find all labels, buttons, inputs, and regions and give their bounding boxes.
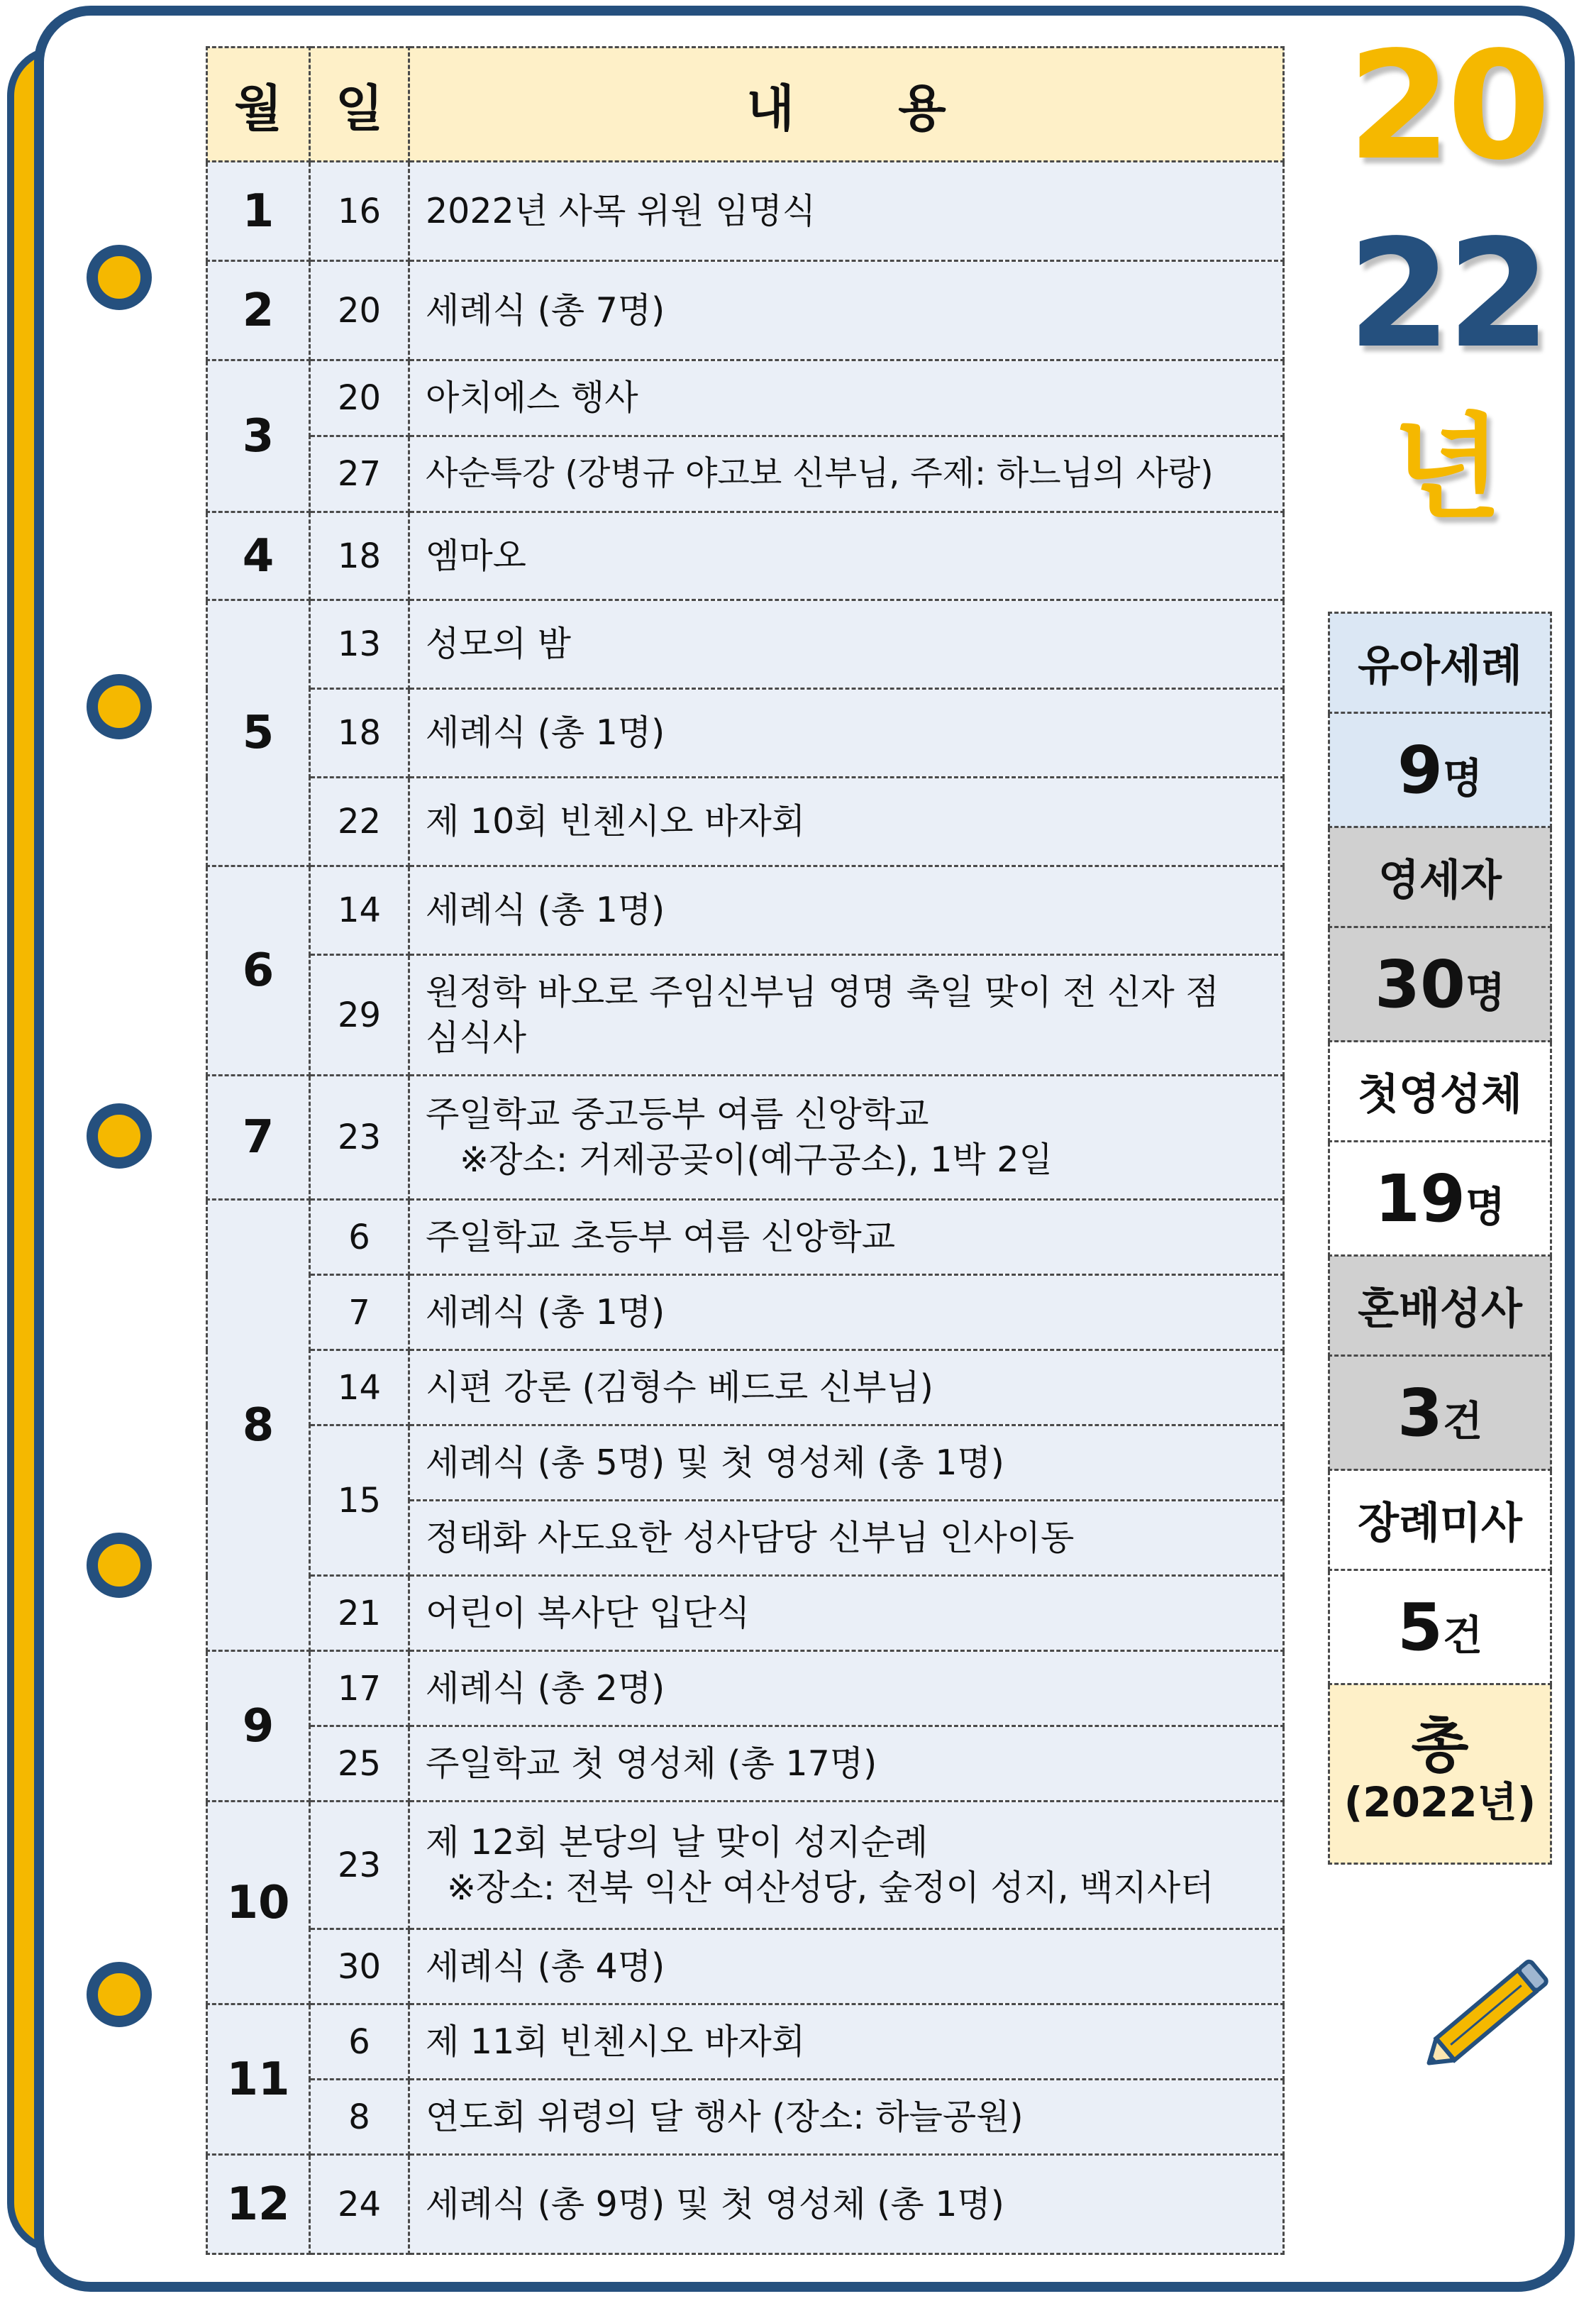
stat-number: 19 <box>1374 1160 1465 1237</box>
table-row <box>207 1802 1284 1929</box>
event-text <box>409 955 1284 1076</box>
table-row <box>207 1726 1284 1802</box>
day-cell: 6 <box>310 1200 409 1275</box>
event-text: 사순특강 (강병규 야고보 신부님, 주제: 하느님의 사랑) <box>409 436 1284 512</box>
event-title: 주일학교 중고등부 여름 신앙학교 <box>426 1094 929 1135</box>
event-text: 세례식 (총 7명) <box>409 261 1284 360</box>
day-cell: 6 <box>310 2004 409 2080</box>
event-note: ※장소: 거제공곶이(예구공소), 1박 2일 <box>460 1140 1053 1180</box>
table-row <box>207 866 1284 955</box>
month-cell: 11 <box>207 2004 310 2155</box>
table-row <box>207 1651 1284 1726</box>
day-cell: 29 <box>310 955 409 1076</box>
stat-label: 장례미사 <box>1329 1470 1551 1570</box>
table-row <box>207 1929 1284 2004</box>
month-cell: 6 <box>207 866 310 1076</box>
stat-unit: 건 <box>1442 1611 1483 1660</box>
day-cell: 27 <box>310 436 409 512</box>
day-cell: 23 <box>310 1076 409 1200</box>
event-text: 세례식 (총 1명) <box>409 866 1284 955</box>
day-cell: 17 <box>310 1651 409 1726</box>
event-text: 세례식 (총 1명) <box>409 1275 1284 1350</box>
event-text: 연도회 위령의 달 행사 (장소: 하늘공원) <box>409 2080 1284 2155</box>
day-cell: 21 <box>310 1576 409 1651</box>
event-text: 세례식 (총 9명) 및 첫 영성체 (총 1명) <box>409 2155 1284 2254</box>
table-row <box>207 1350 1284 1425</box>
month-cell: 1 <box>207 162 310 261</box>
total-label: 총 <box>1411 1711 1469 1780</box>
table-row <box>207 436 1284 512</box>
header-day: 일 <box>310 48 409 162</box>
stat-number: 5 <box>1397 1589 1443 1665</box>
stat-unit: 명 <box>1442 754 1483 802</box>
table-row <box>207 261 1284 360</box>
stat-value <box>1329 1356 1551 1470</box>
event-text: 아치에스 행사 <box>409 360 1284 436</box>
table-row <box>207 2004 1284 2080</box>
table-row <box>207 955 1284 1076</box>
schedule-table <box>206 46 1285 2255</box>
event-text: 정태화 사도요한 성사담당 신부님 인사이동 <box>409 1501 1284 1576</box>
day-cell: 18 <box>310 689 409 778</box>
event-text: 시편 강론 (김형수 베드로 신부님) <box>409 1350 1284 1425</box>
day-cell: 30 <box>310 1929 409 2004</box>
month-cell: 7 <box>207 1076 310 1200</box>
total-cell <box>1329 1684 1551 1864</box>
day-cell: 18 <box>310 512 409 600</box>
month-cell: 8 <box>207 1200 310 1651</box>
table-row <box>207 2080 1284 2155</box>
month-cell: 12 <box>207 2155 310 2254</box>
binder-ring-icon <box>87 1962 152 2027</box>
day-cell: 22 <box>310 778 409 866</box>
schedule-header-row <box>207 48 1284 162</box>
event-text <box>409 1076 1284 1200</box>
table-row <box>207 1576 1284 1651</box>
event-text: 세례식 (총 1명) <box>409 689 1284 778</box>
stats-table <box>1328 612 1552 1865</box>
stat-value <box>1329 1142 1551 1256</box>
day-cell: 15 <box>310 1425 409 1576</box>
month-cell: 3 <box>207 360 310 512</box>
year-middle-digits: 22 <box>1347 207 1547 381</box>
month-cell: 10 <box>207 1802 310 2004</box>
table-row <box>207 600 1284 689</box>
day-cell: 23 <box>310 1802 409 1929</box>
stat-number: 9 <box>1397 732 1443 808</box>
table-row <box>207 512 1284 600</box>
event-text: 세례식 (총 2명) <box>409 1651 1284 1726</box>
table-row <box>207 778 1284 866</box>
table-row <box>207 162 1284 261</box>
header-content: 내 용 <box>409 48 1284 162</box>
event-text: 세례식 (총 5명) 및 첫 영성체 (총 1명) <box>409 1425 1284 1501</box>
stat-number: 30 <box>1374 946 1465 1022</box>
event-text-wrapped: 원정학 바오로 주임신부님 영명 축일 맞이 전 신자 점심식사 <box>426 971 1219 1058</box>
month-cell: 2 <box>207 261 310 360</box>
event-text: 어린이 복사단 입단식 <box>409 1576 1284 1651</box>
day-cell: 8 <box>310 2080 409 2155</box>
total-year: (2022년) <box>1343 1778 1536 1826</box>
table-row <box>207 1425 1284 1501</box>
event-text: 제 10회 빈첸시오 바자회 <box>409 778 1284 866</box>
binder-ring-icon <box>87 1103 152 1169</box>
table-row <box>207 360 1284 436</box>
stat-number: 3 <box>1397 1374 1443 1451</box>
month-cell: 9 <box>207 1651 310 1802</box>
stat-unit: 건 <box>1442 1396 1483 1445</box>
stat-label: 영세자 <box>1329 827 1551 927</box>
month-cell: 4 <box>207 512 310 600</box>
event-text: 세례식 (총 4명) <box>409 1929 1284 2004</box>
stat-value <box>1329 927 1551 1042</box>
day-cell: 24 <box>310 2155 409 2254</box>
year-suffix: 년 <box>1392 402 1502 534</box>
binder-ring-icon <box>87 1533 152 1598</box>
month-cell: 5 <box>207 600 310 866</box>
year-top-digits: 20 <box>1347 19 1547 193</box>
table-row <box>207 689 1284 778</box>
event-title: 제 12회 본당의 날 맞이 성지순례 <box>426 1821 929 1863</box>
binder-ring-icon <box>87 245 152 310</box>
stat-value <box>1329 713 1551 827</box>
event-note: ※장소: 전북 익산 여산성당, 숲정이 성지, 백지사터 <box>447 1867 1214 1908</box>
event-text: 2022년 사목 위원 임명식 <box>409 162 1284 261</box>
stat-label: 혼배성사 <box>1329 1256 1551 1356</box>
day-cell: 14 <box>310 1350 409 1425</box>
day-cell: 13 <box>310 600 409 689</box>
day-cell: 14 <box>310 866 409 955</box>
stat-label: 유아세례 <box>1329 613 1551 713</box>
event-text: 엠마오 <box>409 512 1284 600</box>
day-cell: 20 <box>310 261 409 360</box>
event-text: 주일학교 초등부 여름 신앙학교 <box>409 1200 1284 1275</box>
stat-label: 첫영성체 <box>1329 1042 1551 1142</box>
header-month: 월 <box>207 48 310 162</box>
event-text: 제 11회 빈첸시오 바자회 <box>409 2004 1284 2080</box>
day-cell: 25 <box>310 1726 409 1802</box>
day-cell: 20 <box>310 360 409 436</box>
day-cell: 7 <box>310 1275 409 1350</box>
stat-unit: 명 <box>1465 1182 1506 1231</box>
pencil-icon <box>1412 1944 1561 2086</box>
event-text <box>409 1802 1284 1929</box>
table-row <box>207 1200 1284 1275</box>
event-text: 성모의 밤 <box>409 600 1284 689</box>
table-row <box>207 1076 1284 1200</box>
table-row <box>207 1275 1284 1350</box>
binder-ring-icon <box>87 674 152 739</box>
stat-value <box>1329 1570 1551 1684</box>
stat-unit: 명 <box>1465 968 1506 1017</box>
day-cell: 16 <box>310 162 409 261</box>
event-text: 주일학교 첫 영성체 (총 17명) <box>409 1726 1284 1802</box>
table-row <box>207 2155 1284 2254</box>
